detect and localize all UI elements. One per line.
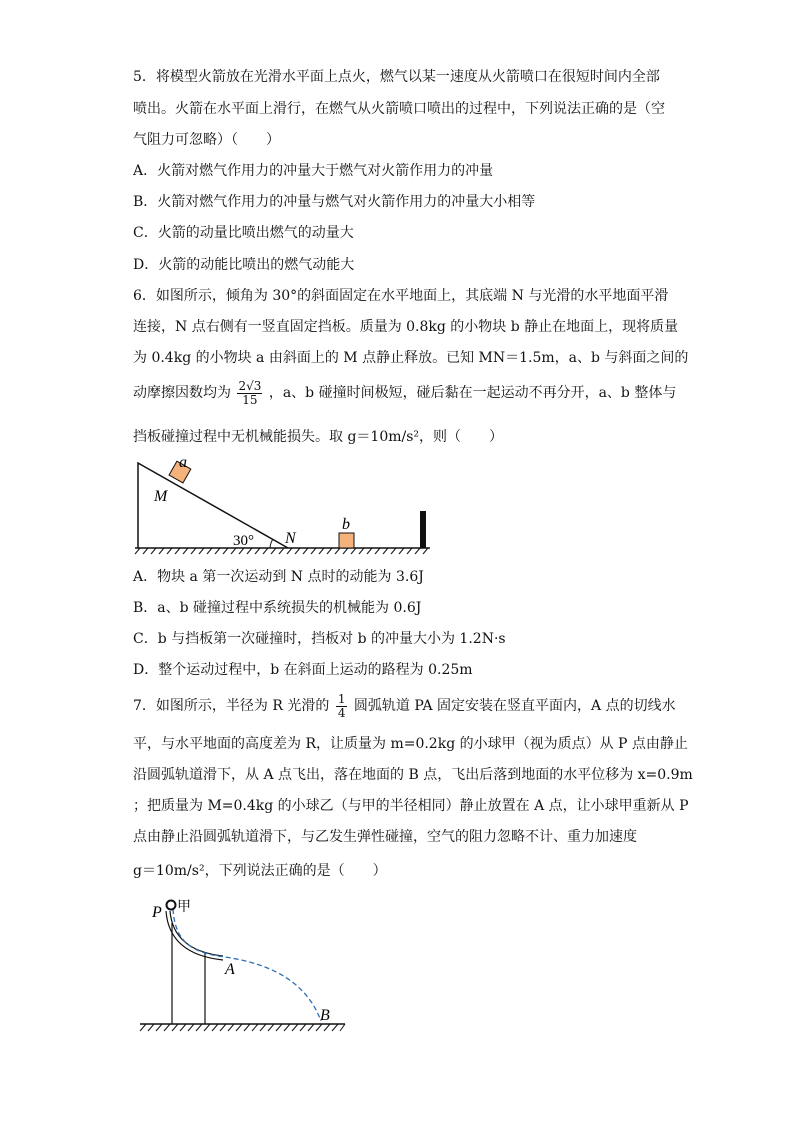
q5-line-1: 5．将模型火箭放在光滑水平面上点火，燃气以某一速度从火箭喷口在很短时间内全部 (133, 69, 660, 85)
label-m: M (154, 488, 168, 505)
q6-line-5: 挡板碰撞过程中无机械能损失。取 g＝10m/s²，则（ ） (133, 429, 504, 445)
angle-arc (270, 539, 273, 548)
q7-line-1-post: 圆弧轨道 PA 固定安装在竖直平面内，A 点的切线水 (353, 698, 676, 714)
label-a: a (179, 455, 187, 471)
q6-line-4-pre: 动摩擦因数均为 (133, 385, 231, 401)
mu-denominator: 15 (242, 392, 258, 407)
label-angle: 30° (233, 533, 254, 549)
q7-line-2: 平，与水平地面的高度差为 R，让质量为 m=0.2kg 的小球甲（视为质点）从 P 点由静止 (133, 736, 688, 752)
label-b-point: B (320, 1007, 330, 1024)
q7-line-3: 沿圆弧轨道滑下，从 A 点飞出，落在地面的 B 点，飞出后落到地面的水平位移为 x=0.9m (133, 767, 693, 783)
block-b (339, 533, 354, 548)
arc-track-figure (135, 893, 360, 1035)
quarter-denominator: 4 (337, 705, 346, 720)
incline-figure (130, 455, 440, 555)
q6-line-4 (133, 377, 677, 409)
q5-option-a: A．火箭对燃气作用力的冲量大于燃气对火箭作用力的冲量 (133, 163, 494, 179)
q7-line-1-pre: 7．如图所示，半径为 R 光滑的 (133, 698, 330, 714)
q6-option-a: A．物块 a 第一次运动到 N 点时的动能为 3.6J (133, 569, 424, 585)
label-p: P (152, 904, 162, 921)
q5-option-d: D．火箭的动能比喷出的燃气动能大 (133, 257, 355, 273)
q5-option-b: B．火箭对燃气作用力的冲量与燃气对火箭作用力的冲量大小相等 (133, 194, 536, 210)
q6-line-1: 6．如图所示，倾角为 30°的斜面固定在水平地面上，其底端 N 与光滑的水平地面平滑 (133, 288, 669, 304)
mu-numerator: 2√3 (238, 378, 262, 393)
label-n: N (285, 530, 296, 547)
q6-line-4-post: ，a、b 碰撞时间极短，碰后黏在一起运动不再分开，a、b 整体与 (268, 385, 677, 401)
ground-hatching (140, 1024, 345, 1031)
mu-fraction (237, 380, 262, 407)
label-b: b (342, 516, 350, 533)
q5-line-2: 喷出。火箭在水平面上滑行，在燃气从火箭喷口喷出的过程中，下列说法正确的是（空 (133, 101, 665, 117)
q6-line-3: 为 0.4kg 的小物块 a 由斜面上的 M 点静止释放。已知 MN＝1.5m，a、b 与斜面之间的 (133, 350, 689, 366)
ball-jia-icon (167, 901, 176, 910)
quarter-fraction (336, 693, 348, 720)
q6-line-2: 连接，N 点右侧有一竖直固定挡板。质量为 0.8kg 的小物块 b 静止在地面上，现将质量 (133, 319, 679, 335)
q7-line-1 (133, 690, 676, 722)
q6-option-d: D．整个运动过程中，b 在斜面上运动的路程为 0.25m (133, 662, 473, 678)
q7-line-5: 点由静止沿圆弧轨道滑下，与乙发生弹性碰撞，空气的阻力忽略不计、重力加速度 (133, 829, 637, 845)
quarter-numerator: 1 (337, 691, 346, 706)
q5-line-3: 气阻力可忽略）（ ） (133, 132, 280, 148)
q6-option-b: B．a、b 碰撞过程中系统损失的机械能为 0.6J (133, 600, 422, 616)
q7-line-4: ；把质量为 M=0.4kg 的小球乙（与甲的半径相同）静止放置在 A 点，让小球甲重新从 P (133, 798, 689, 814)
label-a-point: A (225, 961, 235, 978)
wall-barrier (420, 511, 426, 548)
q5-option-c: C．火箭的动量比喷出燃气的动量大 (133, 225, 354, 241)
ground-hatching (135, 548, 428, 554)
incline-triangle (138, 463, 288, 548)
trajectory-path (173, 909, 321, 1021)
q6-option-c: C．b 与挡板第一次碰撞时，挡板对 b 的冲量大小为 1.2N·s (133, 631, 506, 647)
q7-line-6: g＝10m/s²，下列说法正确的是（ ） (133, 863, 387, 879)
label-jia: 甲 (177, 900, 191, 915)
